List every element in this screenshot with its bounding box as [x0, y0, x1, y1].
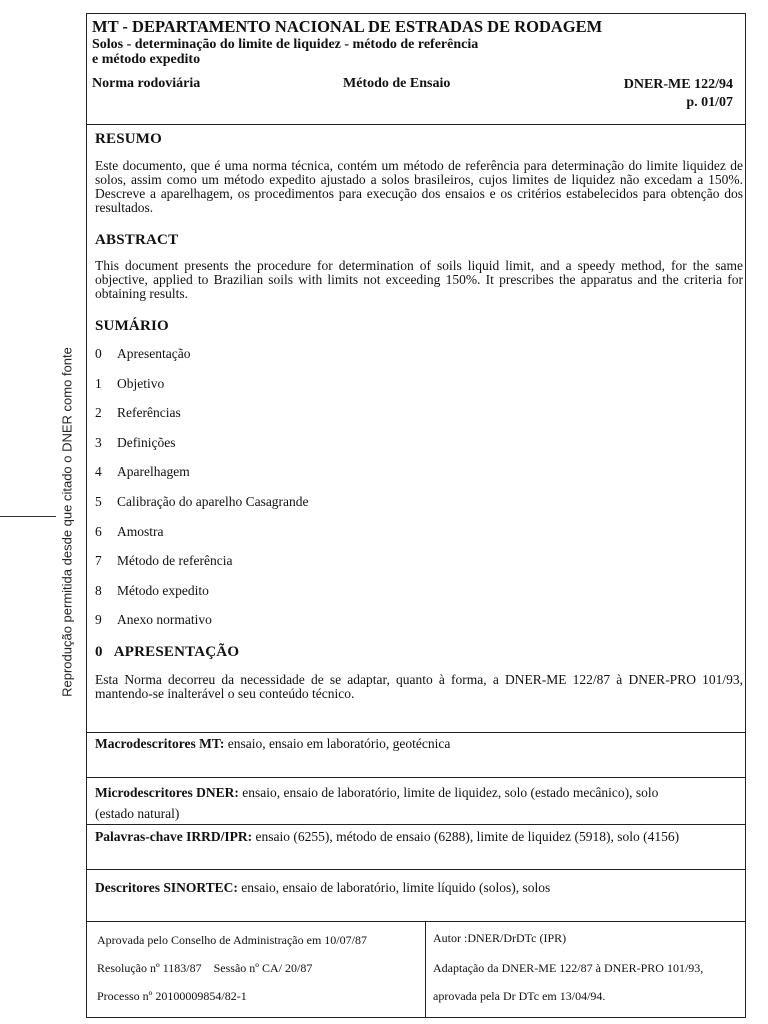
apresentacao-text: Esta Norma decorreu da necessidade de se adaptar, quanto à forma, a DNER-ME 122/87 à DNER-PRO 101/93, mantendo-se inalterável o seu conteúdo técnico. — [95, 671, 743, 701]
document-body — [95, 132, 743, 701]
approval-date: Aprovada pelo Conselho de Administração em 10/07/87 — [97, 933, 367, 947]
irrd-row — [87, 824, 745, 869]
resolution-number: Resolução nº 1183/87 — [97, 961, 202, 975]
author-block — [426, 921, 746, 1017]
resumo-text: Este documento, que é uma norma técnica, contém um método de referência para determinação do limite liquidez de solos, assim como um método expedito ajustado a solos brasileiros, cujos limites de liquidez não excedam a 150%. Descreve a aparelhagem, os procedimentos para execução dos ensaios e os critérios estabelecidos para obtenção dos resultados. — [95, 158, 743, 215]
micro-label: Microdescritores DNER: — [95, 785, 239, 800]
approval-block — [87, 921, 426, 1017]
session-number: Sessão nº CA/ 20/87 — [213, 961, 313, 975]
author: Autor :DNER/DrDTc (IPR) — [433, 931, 567, 945]
page-number: p. 01/07 — [686, 95, 733, 110]
irrd-label: Palavras-chave IRRD/IPR: — [95, 829, 253, 844]
toc-item: 6 Amostra — [95, 523, 164, 539]
doc-code: DNER-ME 122/94 — [623, 77, 733, 92]
toc-item: 5 Calibração do aparelho Casagrande — [95, 493, 309, 509]
subtitle-line-1: Solos - determinação do limite de liquidez - método de referência — [92, 37, 479, 52]
agency-title: MT - DEPARTAMENTO NACIONAL DE ESTRADAS DE RODAGEM — [92, 17, 603, 36]
resumo-heading: RESUMO — [95, 131, 163, 147]
reproduction-note: Reprodução permitida desde que citado o DNER como fonte — [59, 347, 75, 697]
document-subtitle — [92, 37, 592, 67]
microdescritores-row — [87, 777, 745, 824]
approval-dtc: aprovada pela Dr DTc em 13/04/94. — [433, 989, 606, 1003]
micro-value-2: (estado natural) — [95, 806, 180, 821]
process-number: Processo nº 20100009854/82-1 — [97, 989, 247, 1003]
toc-item: 4 Aparelhagem — [95, 464, 190, 480]
micro-value-1: ensaio, ensaio de laboratório, limite de liquidez, solo (estado mecânico), solo — [238, 785, 659, 800]
toc-item: 3 Definições — [95, 434, 176, 450]
toc-item: 1 Objetivo — [95, 375, 165, 391]
sumario-heading: SUMÁRIO — [95, 318, 169, 334]
abstract-heading: ABSTRACT — [95, 232, 179, 248]
toc-item: 0 Apresentação — [95, 346, 191, 361]
irrd-value: ensaio (6255), método de ensaio (6288), limite de liquidez (5918), solo (4156) — [252, 829, 680, 844]
toc-item: 9 Anexo normativo — [95, 612, 212, 628]
macro-label: Macrodescritores MT: — [95, 736, 225, 751]
toc-item: 7 Método de referência — [95, 553, 233, 569]
apresentacao-heading: 0 APRESENTAÇÃO — [95, 643, 240, 660]
abstract-text: This document presents the procedure for determination of soils liquid limit, and a speedy method, for the same objective, applied to Brazilian soils with limits not exceeding 150%. It prescribes the apparatus and the criteria for obtaining results. — [95, 258, 743, 301]
resolution-line — [97, 961, 312, 976]
table-of-contents — [95, 347, 743, 643]
sinortec-value: ensaio, ensaio de laboratório, limite líquido (solos), solos — [237, 880, 551, 895]
macrodescritores-row — [87, 732, 745, 777]
method-type: Método de Ensaio — [343, 76, 451, 91]
toc-item: 2 Referências — [95, 405, 181, 421]
sinortec-row — [87, 869, 745, 921]
doc-type: Norma rodoviária — [92, 76, 201, 91]
document-header — [87, 14, 745, 125]
doc-code-block — [624, 76, 733, 112]
margin-rule — [0, 516, 56, 517]
sinortec-label: Descritores SINORTEC: — [95, 880, 238, 895]
adaptation: Adaptação da DNER-ME 122/87 à DNER-PRO 101/93, — [433, 961, 704, 975]
subtitle-line-2: e método expedito — [92, 52, 201, 67]
toc-item: 8 Método expedito — [95, 582, 209, 598]
macro-value: ensaio, ensaio em laboratório, geotécnica — [224, 736, 451, 751]
document-frame — [86, 13, 746, 1018]
